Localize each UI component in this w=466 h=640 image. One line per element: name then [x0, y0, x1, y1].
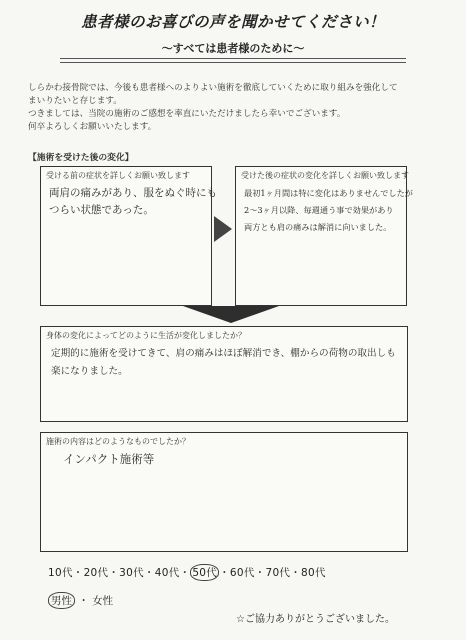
- gender-options: [48, 592, 113, 609]
- age-option[interactable]: 20代: [83, 567, 109, 579]
- before-symptoms-label: 受ける前の症状を詳しくお願い致します: [46, 171, 190, 180]
- age-option[interactable]: 40代: [154, 567, 180, 579]
- separator: ・: [108, 567, 120, 579]
- page-title: 患者様のお喜びの声を聞かせてください！: [80, 13, 385, 31]
- handwriting-line: 両肩の痛みがあり、服をぬぐ時にも: [49, 187, 217, 199]
- separator: ・: [254, 567, 266, 579]
- intro-line: しらかわ接骨院では、今後も患者様へのよりよい施術を徹底していくために取り組みを強化して: [28, 83, 398, 93]
- separator: ・: [179, 567, 191, 579]
- divider-line: [60, 62, 406, 63]
- treatment-content-box[interactable]: [40, 432, 408, 552]
- gender-male-selected[interactable]: 男性: [48, 592, 75, 609]
- handwriting-line: 楽になりました。: [51, 366, 128, 377]
- separator: ・: [290, 567, 302, 579]
- handwriting-line: 両方とも肩の痛みは解消に向いました。: [244, 222, 392, 232]
- handwritten-answer: [63, 451, 154, 468]
- age-option-selected[interactable]: 50代: [190, 564, 219, 581]
- age-option[interactable]: 10代: [48, 567, 73, 579]
- handwritten-answer: [49, 185, 217, 219]
- life-change-box[interactable]: [40, 326, 408, 422]
- intro-line: つきましては、当院の施術のご感想を率直にいただけましたら幸いでございます。: [28, 109, 346, 119]
- age-option[interactable]: 70代: [265, 567, 291, 579]
- separator: ・: [78, 595, 89, 607]
- thanks-text: ☆ご協力ありがとうございました。: [236, 614, 395, 625]
- before-symptoms-box[interactable]: [40, 166, 217, 306]
- handwriting-line: 2～3ヶ月以降、毎週通う事で効果があり: [244, 205, 394, 215]
- handwritten-answer: [244, 185, 413, 236]
- separator: ・: [72, 567, 84, 579]
- age-option[interactable]: 30代: [119, 567, 144, 579]
- handwritten-answer: [51, 345, 396, 381]
- after-symptoms-label: 受けた後の症状の変化を詳しくお願い致します: [241, 171, 409, 180]
- handwriting-line: 定期的に施術を受けてきて、肩の痛みはほぼ解消でき、棚からの荷物の取出しも: [51, 348, 396, 359]
- intro-text: [28, 82, 438, 134]
- page-subtitle: ～すべては患者様のために～: [161, 42, 305, 55]
- separator: ・: [143, 567, 155, 579]
- right-arrow-icon: [214, 216, 232, 242]
- age-options: [48, 564, 326, 581]
- intro-line: 何卒よろしくお願いいたします。: [28, 122, 157, 132]
- section-heading: 【施術を受けた後の変化】: [28, 153, 134, 163]
- down-arrow-icon: [183, 306, 279, 323]
- after-symptoms-box[interactable]: [235, 166, 413, 306]
- treatment-content-label: 施術の内容はどのようなものでしたか？: [46, 437, 190, 446]
- intro-line: まいりたいと存じます。: [28, 96, 122, 106]
- age-option[interactable]: 80代: [301, 567, 326, 579]
- handwriting-line: 最初1ヶ月間は特に変化はありませんでしたが: [244, 188, 413, 198]
- divider-line: [60, 58, 406, 59]
- life-change-label: 身体の変化によってどのように生活が変化しましたか？: [46, 331, 246, 340]
- handwriting-line: つらい状態であった。: [49, 204, 154, 216]
- handwriting-line: インパクト施術等: [63, 452, 155, 466]
- age-option[interactable]: 60代: [229, 567, 255, 579]
- gender-female[interactable]: 女性: [92, 595, 114, 607]
- separator: ・: [219, 567, 230, 579]
